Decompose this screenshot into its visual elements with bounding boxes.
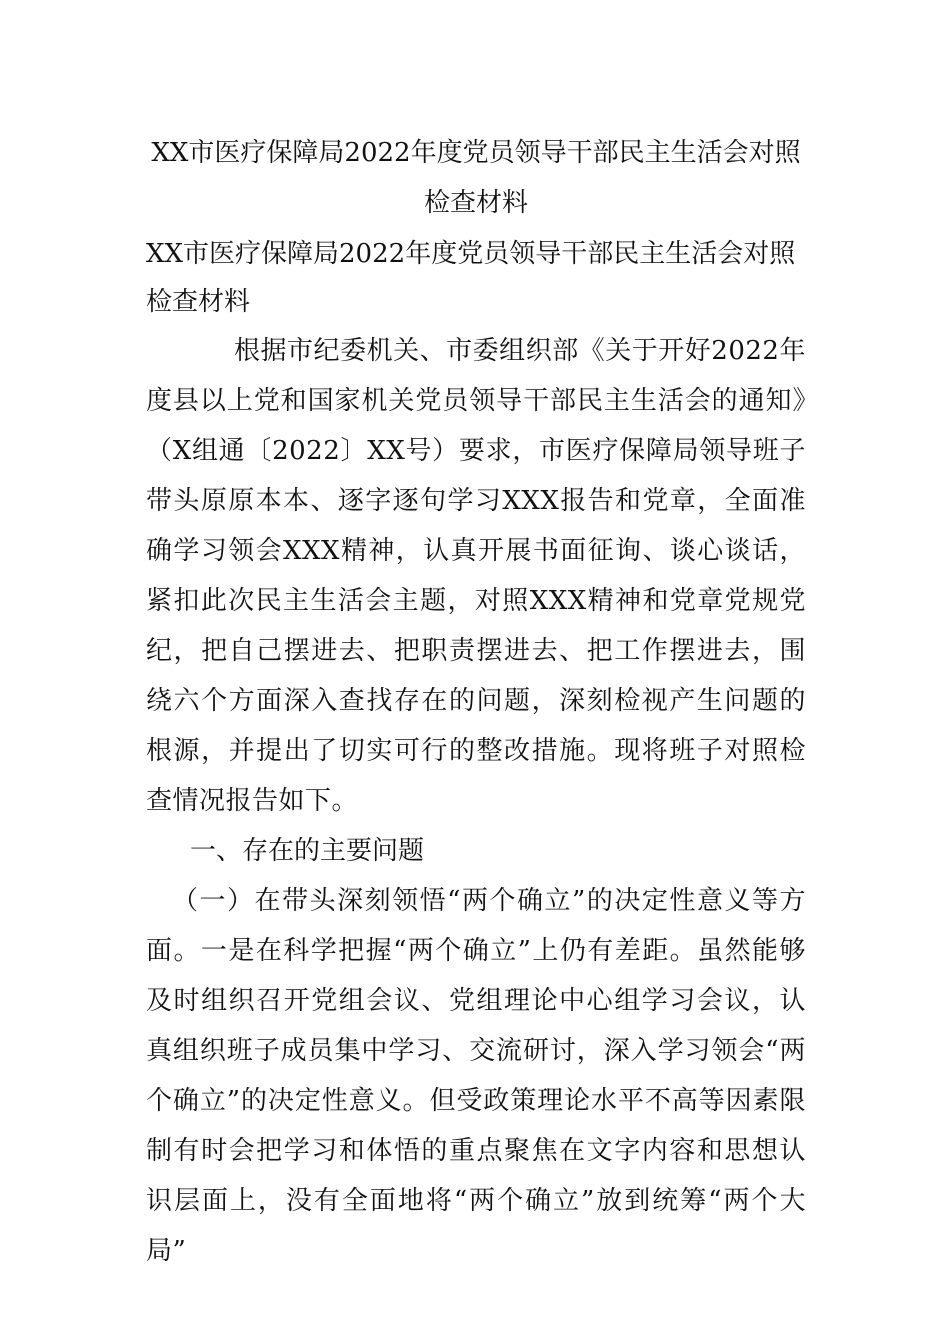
document-body [146, 128, 806, 1276]
intro-paragraph: 根据市纪委机关、市委组织部《关于开好2022年度县以上党和国家机关党员领导干部民主生活会的通知》（X组通〔2022〕XX号）要求，市医疗保障局领导班子带头原原本本、逐字逐句学习XXX报告和党章，全面准确学习领会XXX精神，认真开展书面征询、谈心谈话，紧扣此次民主生活会主题，对照XXX精神和党章党规党纪，把自己摆进去、把职责摆进去、把工作摆进去，围绕六个方面深入查找存在的问题，深刻检视产生问题的根源，并提出了切实可行的整改措施。现将班子对照检查情况报告如下。 [146, 336, 806, 816]
section-paragraph: （一）在带头深刻领悟“两个确立”的决定性意义等方面。一是在科学把握“两个确立”上仍有差距。虽然能够及时组织召开党组会议、党组理论中心组学习会议，认真组织班子成员集中学习、交流研讨，深入学习领会“两个确立”的决定性意义。但受政策理论水平不高等因素限制有时会把学习和体悟的重点聚焦在文字内容和思想认识层面上，没有全面地将“两个确立”放到统筹“两个大局” [146, 886, 806, 1266]
title-line-1: XX市医疗保障局2022年度党员领导干部民主生活会对照 [151, 138, 801, 168]
document-title [146, 128, 806, 228]
section-heading: 一、存在的主要问题 [190, 836, 425, 866]
document-subtitle: XX市医疗保障局2022年度党员领导干部民主生活会对照检查材料 [146, 239, 796, 317]
title-line-2: 检查材料 [423, 188, 528, 218]
